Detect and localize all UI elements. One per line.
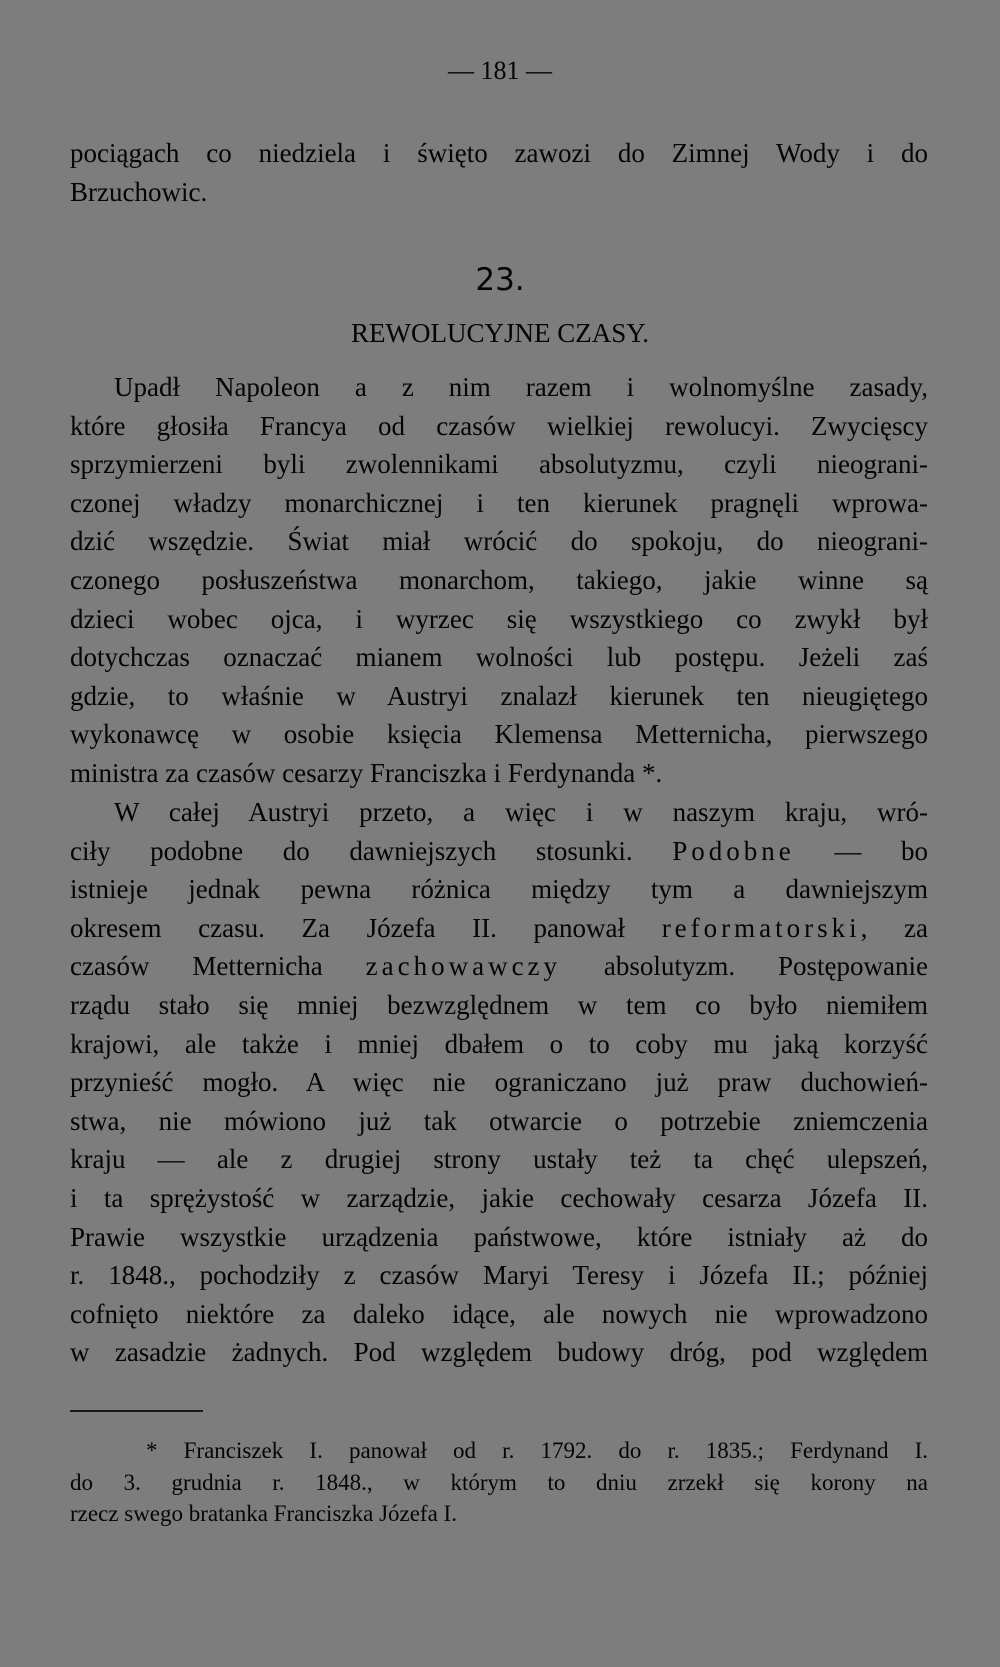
footnote-line: do 3. grudnia r. 1848., w którym to dniu zrzekł się korony na: [70, 1469, 928, 1495]
text-segment: absolutyzm. Postępowanie: [561, 951, 928, 982]
text-line: cofnięto niektóre za daleko idące, ale nowych nie wprowadzono: [70, 1298, 928, 1329]
chapter-number: 23.: [475, 262, 525, 298]
paragraph-2: [70, 793, 928, 1372]
text-line: dzieci wobec ojca, i wyrzec się wszystkiego co zwykł był: [70, 603, 928, 634]
footnote-divider: [70, 1410, 203, 1412]
text-segment: okresem czasu. Za Józefa II. panował: [70, 912, 662, 943]
text-line: istnieje jednak pewna różnica między tym a dawniejszym: [70, 874, 928, 905]
text-line: kraju — ale z drugiej strony ustały też ta chęć ulepszeń,: [70, 1144, 928, 1175]
text-line: Prawie wszystkie urządzenia państwowe, które istniały aż do: [70, 1221, 928, 1252]
text-line: dzić wszędzie. Świat miał wrócić do spokoju, do nieograni-: [70, 526, 928, 557]
text-line: pociągach co niedziela i święto zawozi do Zimnej Wody i do: [70, 138, 928, 168]
footnote: [70, 1435, 928, 1530]
text-line: czonego posłuszeństwa monarchom, takiego, jakie winne są: [70, 564, 928, 595]
text-line: gdzie, to właśnie w Austryi znalazł kierunek ten nieugiętego: [70, 680, 928, 711]
page-number: — 181 —: [448, 56, 552, 85]
text-line: czonej władzy monarchicznej i ten kierunek pragnęli wprowa-: [70, 487, 928, 518]
text-line: krajowi, ale także i mniej dbałem o to coby mu jaką korzyść: [70, 1028, 928, 1059]
text-line: r. 1848., pochodziły z czasów Maryi Teresy i Józefa II.; później: [70, 1260, 928, 1291]
text-line: przynieść mogło. A więc nie ograniczano już praw duchowień-: [70, 1067, 928, 1098]
text-line: [70, 832, 928, 871]
text-segment: , za: [860, 912, 929, 943]
continuation-text: [70, 134, 928, 211]
text-line: [70, 947, 928, 986]
text-line: w zasadzie żadnych. Pod względem budowy dróg, pod względem: [70, 1337, 928, 1368]
text-line: sprzymierzeni byli zwolennikami absolutyzmu, czyli nieograni-: [70, 449, 928, 480]
text-line: dotychczas oznaczać mianem wolności lub postępu. Jeżeli zaś: [70, 642, 928, 673]
text-line: wykonawcę w osobie księcia Klemensa Metternicha, pierwszego: [70, 719, 928, 750]
text-line: [70, 909, 928, 948]
text-line: stwa, nie mówiono już tak otwarcie o potrzebie zniemczenia: [70, 1105, 928, 1136]
spaced-emphasis: reformatorski: [661, 912, 861, 943]
paragraph-1: [70, 368, 928, 793]
text-line: rządu stało się mniej bezwzględnem w tem co było niemiłem: [70, 989, 928, 1020]
spaced-emphasis: zachowawczy: [365, 951, 562, 982]
footnote-line: rzecz swego bratanka Franciszka Józefa I.: [70, 1501, 457, 1526]
footnote-line: * Franciszek I. panował od r. 1792. do r. 1835.; Ferdynand I.: [146, 1438, 928, 1463]
text-line: Upadł Napoleon a z nim razem i wolnomyślne zasady,: [114, 372, 928, 402]
text-segment: — bo: [794, 835, 928, 866]
text-line: które głosiła Francya od czasów wielkiej rewolucyi. Zwycięscy: [70, 410, 928, 441]
text-line: i ta sprężystość w zarządzie, jakie cechowały cesarza Józefa II.: [70, 1182, 928, 1213]
text-segment: ciły podobne do dawniejszych stosunki.: [70, 835, 673, 866]
text-segment: czasów Metternicha: [70, 951, 366, 982]
text-line: Brzuchowic.: [70, 176, 208, 207]
spaced-emphasis: Podobne: [672, 835, 795, 866]
text-line: ministra za czasów cesarzy Franciszka i Ferdynanda *.: [70, 757, 663, 788]
chapter-title: REWOLUCYJNE CZASY.: [350, 318, 649, 348]
text-line: W całej Austryi przeto, a więc i w naszym kraju, wró-: [114, 797, 928, 827]
